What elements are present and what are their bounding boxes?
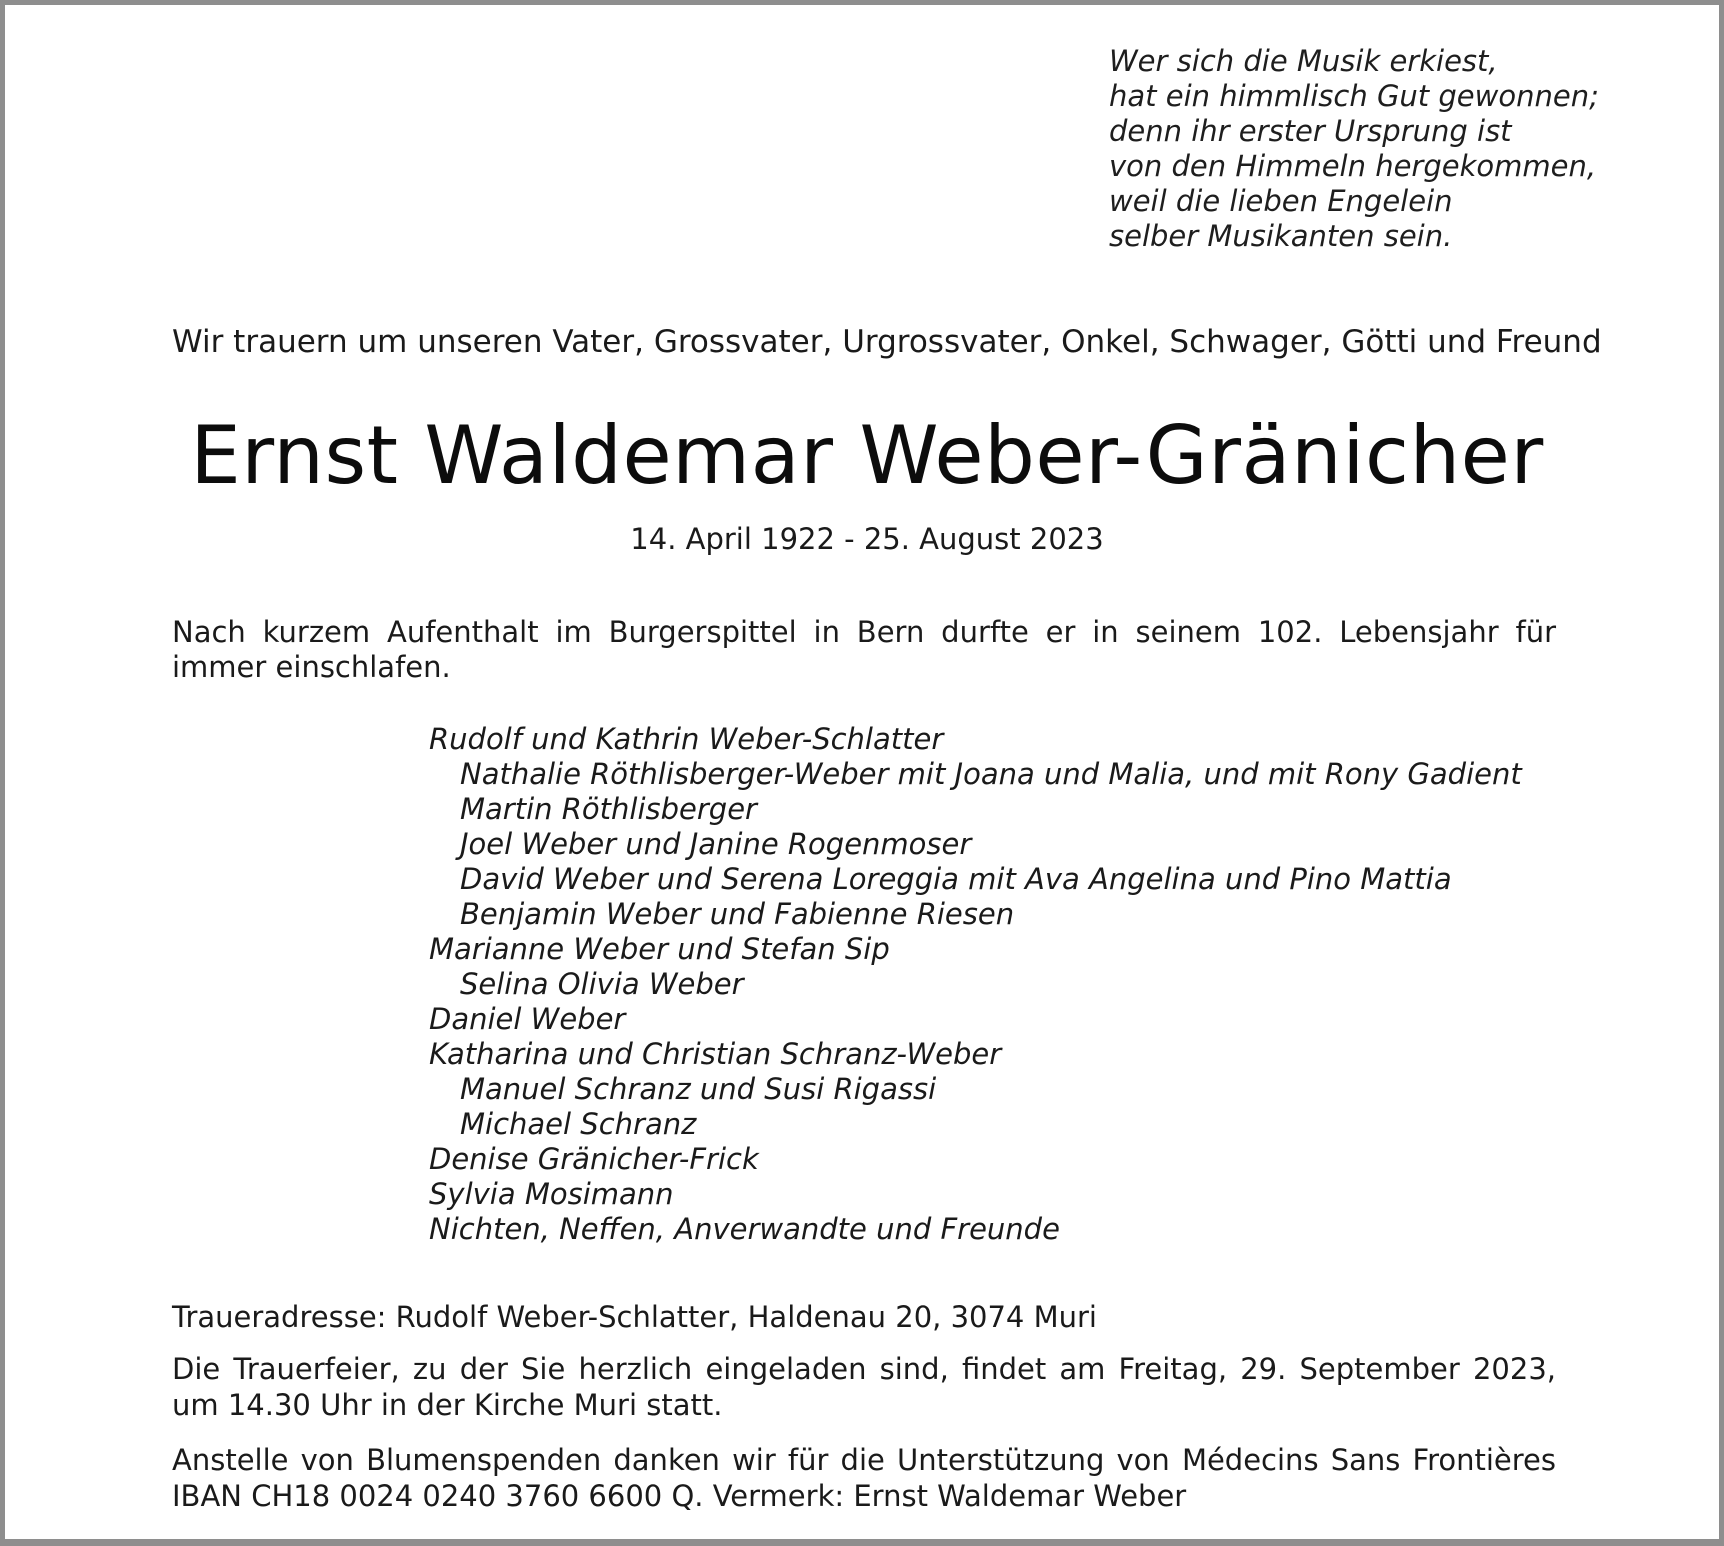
poem-line: Wer sich die Musik erkiest, <box>1109 44 1498 78</box>
life-dates: 14. April 1922 - 25. August 2023 <box>630 522 1104 556</box>
mourner-entry: Marianne Weber und Stefan Sip <box>429 932 890 966</box>
poem-line: selber Musikanten sein. <box>1109 219 1453 253</box>
mourner-entry: Selina Olivia Weber <box>460 967 744 1001</box>
poem <box>1109 44 1599 254</box>
mourner-entry: Katharina und Christian Schranz-Weber <box>429 1037 1002 1071</box>
passing-message-line: immer einschlafen. <box>172 650 451 684</box>
ceremony-notice <box>172 1351 1556 1423</box>
mourner-entry: Nichten, Neffen, Anverwandte und Freunde <box>429 1212 1060 1246</box>
ceremony-line: Die Trauerfeier, zu der Sie herzlich eingeladen sind, findet am Freitag, 29. September 2023, <box>172 1352 1556 1386</box>
donation-line: IBAN CH18 0024 0240 3760 6600 Q. Vermerk: Ernst Waldemar Weber <box>172 1479 1187 1513</box>
mourner-entry: Denise Gränicher-Frick <box>429 1142 759 1176</box>
mourner-entry: Michael Schranz <box>460 1107 697 1141</box>
donation-line: Anstelle von Blumenspenden danken wir für die Unterstützung von Médecins Sans Frontières <box>172 1443 1556 1477</box>
deceased-name: Ernst Waldemar Weber-Gränicher <box>190 409 1544 502</box>
mourner-entry: Martin Röthlisberger <box>460 792 757 826</box>
mourner-entry: Sylvia Mosimann <box>429 1177 674 1211</box>
poem-line: von den Himmeln hergekommen, <box>1109 149 1597 183</box>
donation-notice <box>172 1442 1556 1514</box>
mourner-entry: Manuel Schranz und Susi Rigassi <box>460 1072 937 1106</box>
mourners-list <box>429 722 1522 1247</box>
mourner-entry: Rudolf und Kathrin Weber-Schlatter <box>429 722 944 756</box>
mourning-intro: Wir trauern um unseren Vater, Grossvater, Urgrossvater, Onkel, Schwager, Götti und Freund <box>172 324 1602 360</box>
mourner-entry: Joel Weber und Janine Rogenmoser <box>460 827 972 861</box>
poem-line: denn ihr erster Ursprung ist <box>1109 114 1512 148</box>
mourner-entry: Daniel Weber <box>429 1002 626 1036</box>
mourning-address: Traueradresse: Rudolf Weber-Schlatter, Haldenau 20, 3074 Muri <box>172 1300 1097 1334</box>
mourner-entry: David Weber und Serena Loreggia mit Ava Angelina und Pino Mattia <box>460 862 1452 896</box>
ceremony-line: um 14.30 Uhr in der Kirche Muri statt. <box>172 1388 723 1422</box>
mourner-entry: Benjamin Weber und Fabienne Riesen <box>460 897 1015 931</box>
poem-line: hat ein himmlisch Gut gewonnen; <box>1109 79 1599 113</box>
passing-message-line: Nach kurzem Aufenthalt im Burgerspittel in Bern durfte er in seinem 102. Lebensjahr für <box>172 615 1556 649</box>
poem-line: weil die lieben Engelein <box>1109 184 1453 218</box>
passing-message <box>172 615 1556 685</box>
mourner-entry: Nathalie Röthlisberger-Weber mit Joana und Malia, und mit Rony Gadient <box>460 757 1522 791</box>
